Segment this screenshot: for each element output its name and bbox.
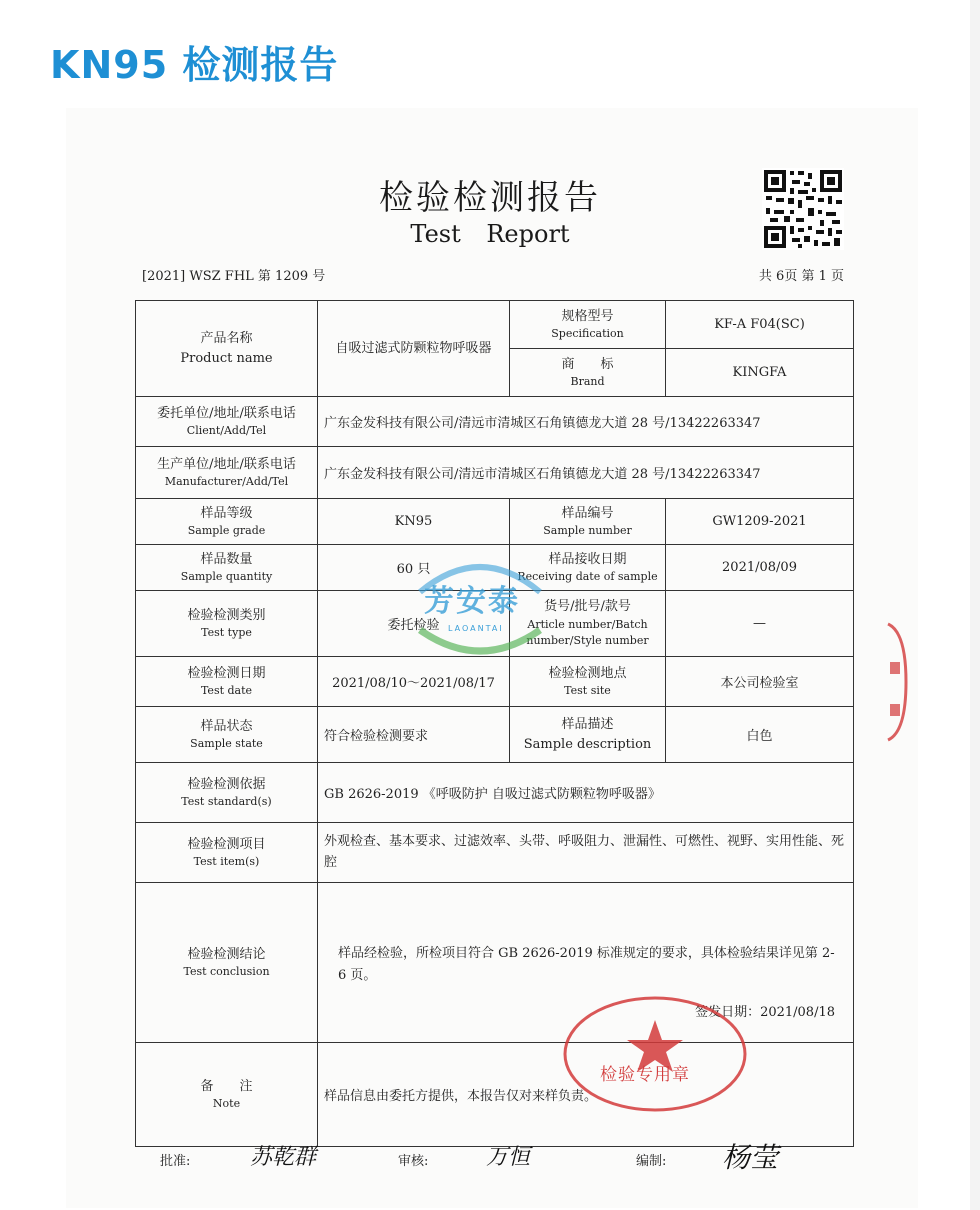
test-items-label <box>136 823 318 883</box>
label-en: Article number/Batch number/Style number <box>526 617 649 648</box>
label-cn: 委托单位/地址/联系电话 <box>157 405 296 421</box>
test-site-label <box>510 657 666 707</box>
label-cn: 检验检测日期 <box>187 665 266 681</box>
compile-label: 编制: <box>636 1154 667 1169</box>
sample-grade-label <box>136 499 318 545</box>
test-date-value: 2021/08/10～2021/08/17 <box>318 657 510 707</box>
banner <box>0 0 980 108</box>
table-row <box>136 707 854 763</box>
table-row <box>136 657 854 707</box>
official-stamp-icon <box>560 992 750 1112</box>
label-en: Sample number <box>543 524 632 537</box>
edge-stamp-icon <box>884 622 910 742</box>
brand-label <box>510 349 666 397</box>
sample-state-label <box>136 707 318 763</box>
report-number: [2021] WSZ FHL 第 1209 号 <box>142 269 326 284</box>
label-cn: 样品接收日期 <box>548 551 627 567</box>
page-info: 共 6页 第 1 页 <box>758 269 844 284</box>
label-en: Test site <box>564 684 611 697</box>
label-en: Specification <box>551 327 624 340</box>
issue-date: 签发日期：2021/08/18 <box>695 1005 835 1021</box>
table-row <box>136 301 854 349</box>
watermark-text: 芳安泰 <box>424 584 520 619</box>
brand-value: KINGFA <box>666 349 854 397</box>
table-row <box>136 397 854 447</box>
review-label: 审核: <box>398 1154 429 1169</box>
label-cn: 检验检测依据 <box>187 776 266 792</box>
article-number-value: — <box>666 591 854 657</box>
label-en: Note <box>212 1097 241 1110</box>
stamp-label: 检验专用章 <box>600 1065 690 1085</box>
sample-quantity-label <box>136 545 318 591</box>
approve-label: 批准: <box>160 1154 191 1169</box>
table-row <box>136 499 854 545</box>
label-cn: 检验检测结论 <box>187 946 266 962</box>
specification-value: KF-A F04(SC) <box>666 301 854 349</box>
test-items-value: 外观检查、基本要求、过滤效率、头带、呼吸阻力、泄漏性、可燃性、视野、实用性能、死腔 <box>318 823 854 883</box>
label-en: Test date <box>200 684 253 697</box>
sample-number-label <box>510 499 666 545</box>
note-value: 样品信息由委托方提供，本报告仅对来样负责。 <box>318 1043 854 1147</box>
label-cn: 检验检测类别 <box>187 607 266 623</box>
receiving-date-value: 2021/08/09 <box>666 545 854 591</box>
label-en: Test standard(s) <box>181 795 272 808</box>
label-en: Sample state <box>190 737 263 750</box>
manufacturer-label <box>136 447 318 499</box>
label-en: Brand <box>570 375 605 388</box>
test-site-value: 本公司检验室 <box>666 657 854 707</box>
label-cn: 样品等级 <box>200 505 253 521</box>
test-standard-value: GB 2626-2019 《呼吸防护 自吸过滤式防颗粒物呼吸器》 <box>318 763 854 823</box>
manufacturer-value: 广东金发科技有限公司/清远市清城区石角镇德龙大道 28 号/13422263347 <box>318 447 854 499</box>
client-value: 广东金发科技有限公司/清远市清城区石角镇德龙大道 28 号/13422263347 <box>318 397 854 447</box>
note-label <box>136 1043 318 1147</box>
table-row <box>136 447 854 499</box>
label-en: Sample quantity <box>180 570 273 583</box>
test-type-label <box>136 591 318 657</box>
sample-grade-value: KN95 <box>318 499 510 545</box>
label-en: Receiving date of sample <box>517 570 658 583</box>
product-name-value: 自吸过滤式防颗粒物呼吸器 <box>318 301 510 397</box>
compile-signature: 杨莹 <box>722 1141 779 1174</box>
conclusion-label <box>136 883 318 1043</box>
review-signature: 万恒 <box>486 1145 531 1170</box>
label-en: Sample grade <box>187 524 266 537</box>
sample-quantity-value: 60 只 <box>318 545 510 591</box>
sample-description-label <box>510 707 666 763</box>
sample-number-value: GW1209-2021 <box>666 499 854 545</box>
label-en: Test type <box>201 626 252 639</box>
label-cn: 规格型号 <box>561 308 614 324</box>
product-name-label <box>136 301 318 397</box>
label-en: Manufacturer/Add/Tel <box>164 475 289 488</box>
report-title-en: Test Report <box>410 220 570 248</box>
conclusion-value: 样品经检验，所检项目符合 GB 2626-2019 标准规定的要求，具体检验结果详见第 2-6 页。 <box>338 946 835 984</box>
label-en: Test conclusion <box>183 965 270 978</box>
label-cn: 样品编号 <box>561 505 614 521</box>
table-row <box>136 763 854 823</box>
label-cn: 样品状态 <box>200 718 253 734</box>
label-cn: 检验检测项目 <box>187 836 266 852</box>
label-cn: 样品描述 <box>561 717 614 732</box>
approve-signature: 苏乾群 <box>250 1145 317 1170</box>
test-type-value: 委托检验 <box>318 591 510 657</box>
report-title-cn: 检验检测报告 <box>379 178 601 218</box>
label-cn: 检验检测地点 <box>548 665 627 681</box>
sample-description-value: 白色 <box>666 707 854 763</box>
specification-label <box>510 301 666 349</box>
label-cn: 生产单位/地址/联系电话 <box>157 456 296 472</box>
client-label <box>136 397 318 447</box>
label-en: Product name <box>180 350 273 366</box>
label-cn: 样品数量 <box>200 551 253 567</box>
label-en: Client/Add/Tel <box>186 424 267 437</box>
label-en: Test item(s) <box>193 855 260 868</box>
table-row <box>136 823 854 883</box>
watermark-sub: LAOANTAI <box>448 624 504 633</box>
label-cn: 产品名称 <box>200 331 253 346</box>
qr-code-icon <box>762 168 844 250</box>
sample-state-value: 符合检验检测要求 <box>318 707 510 763</box>
label-cn: 货号/批号/款号 <box>544 599 631 615</box>
banner-title: KN95 检测报告 <box>50 43 339 87</box>
test-standard-label <box>136 763 318 823</box>
label-cn: 备 注 <box>200 1078 253 1094</box>
label-en: Sample description <box>523 736 652 752</box>
test-date-label <box>136 657 318 707</box>
label-cn: 商 标 <box>561 356 614 372</box>
